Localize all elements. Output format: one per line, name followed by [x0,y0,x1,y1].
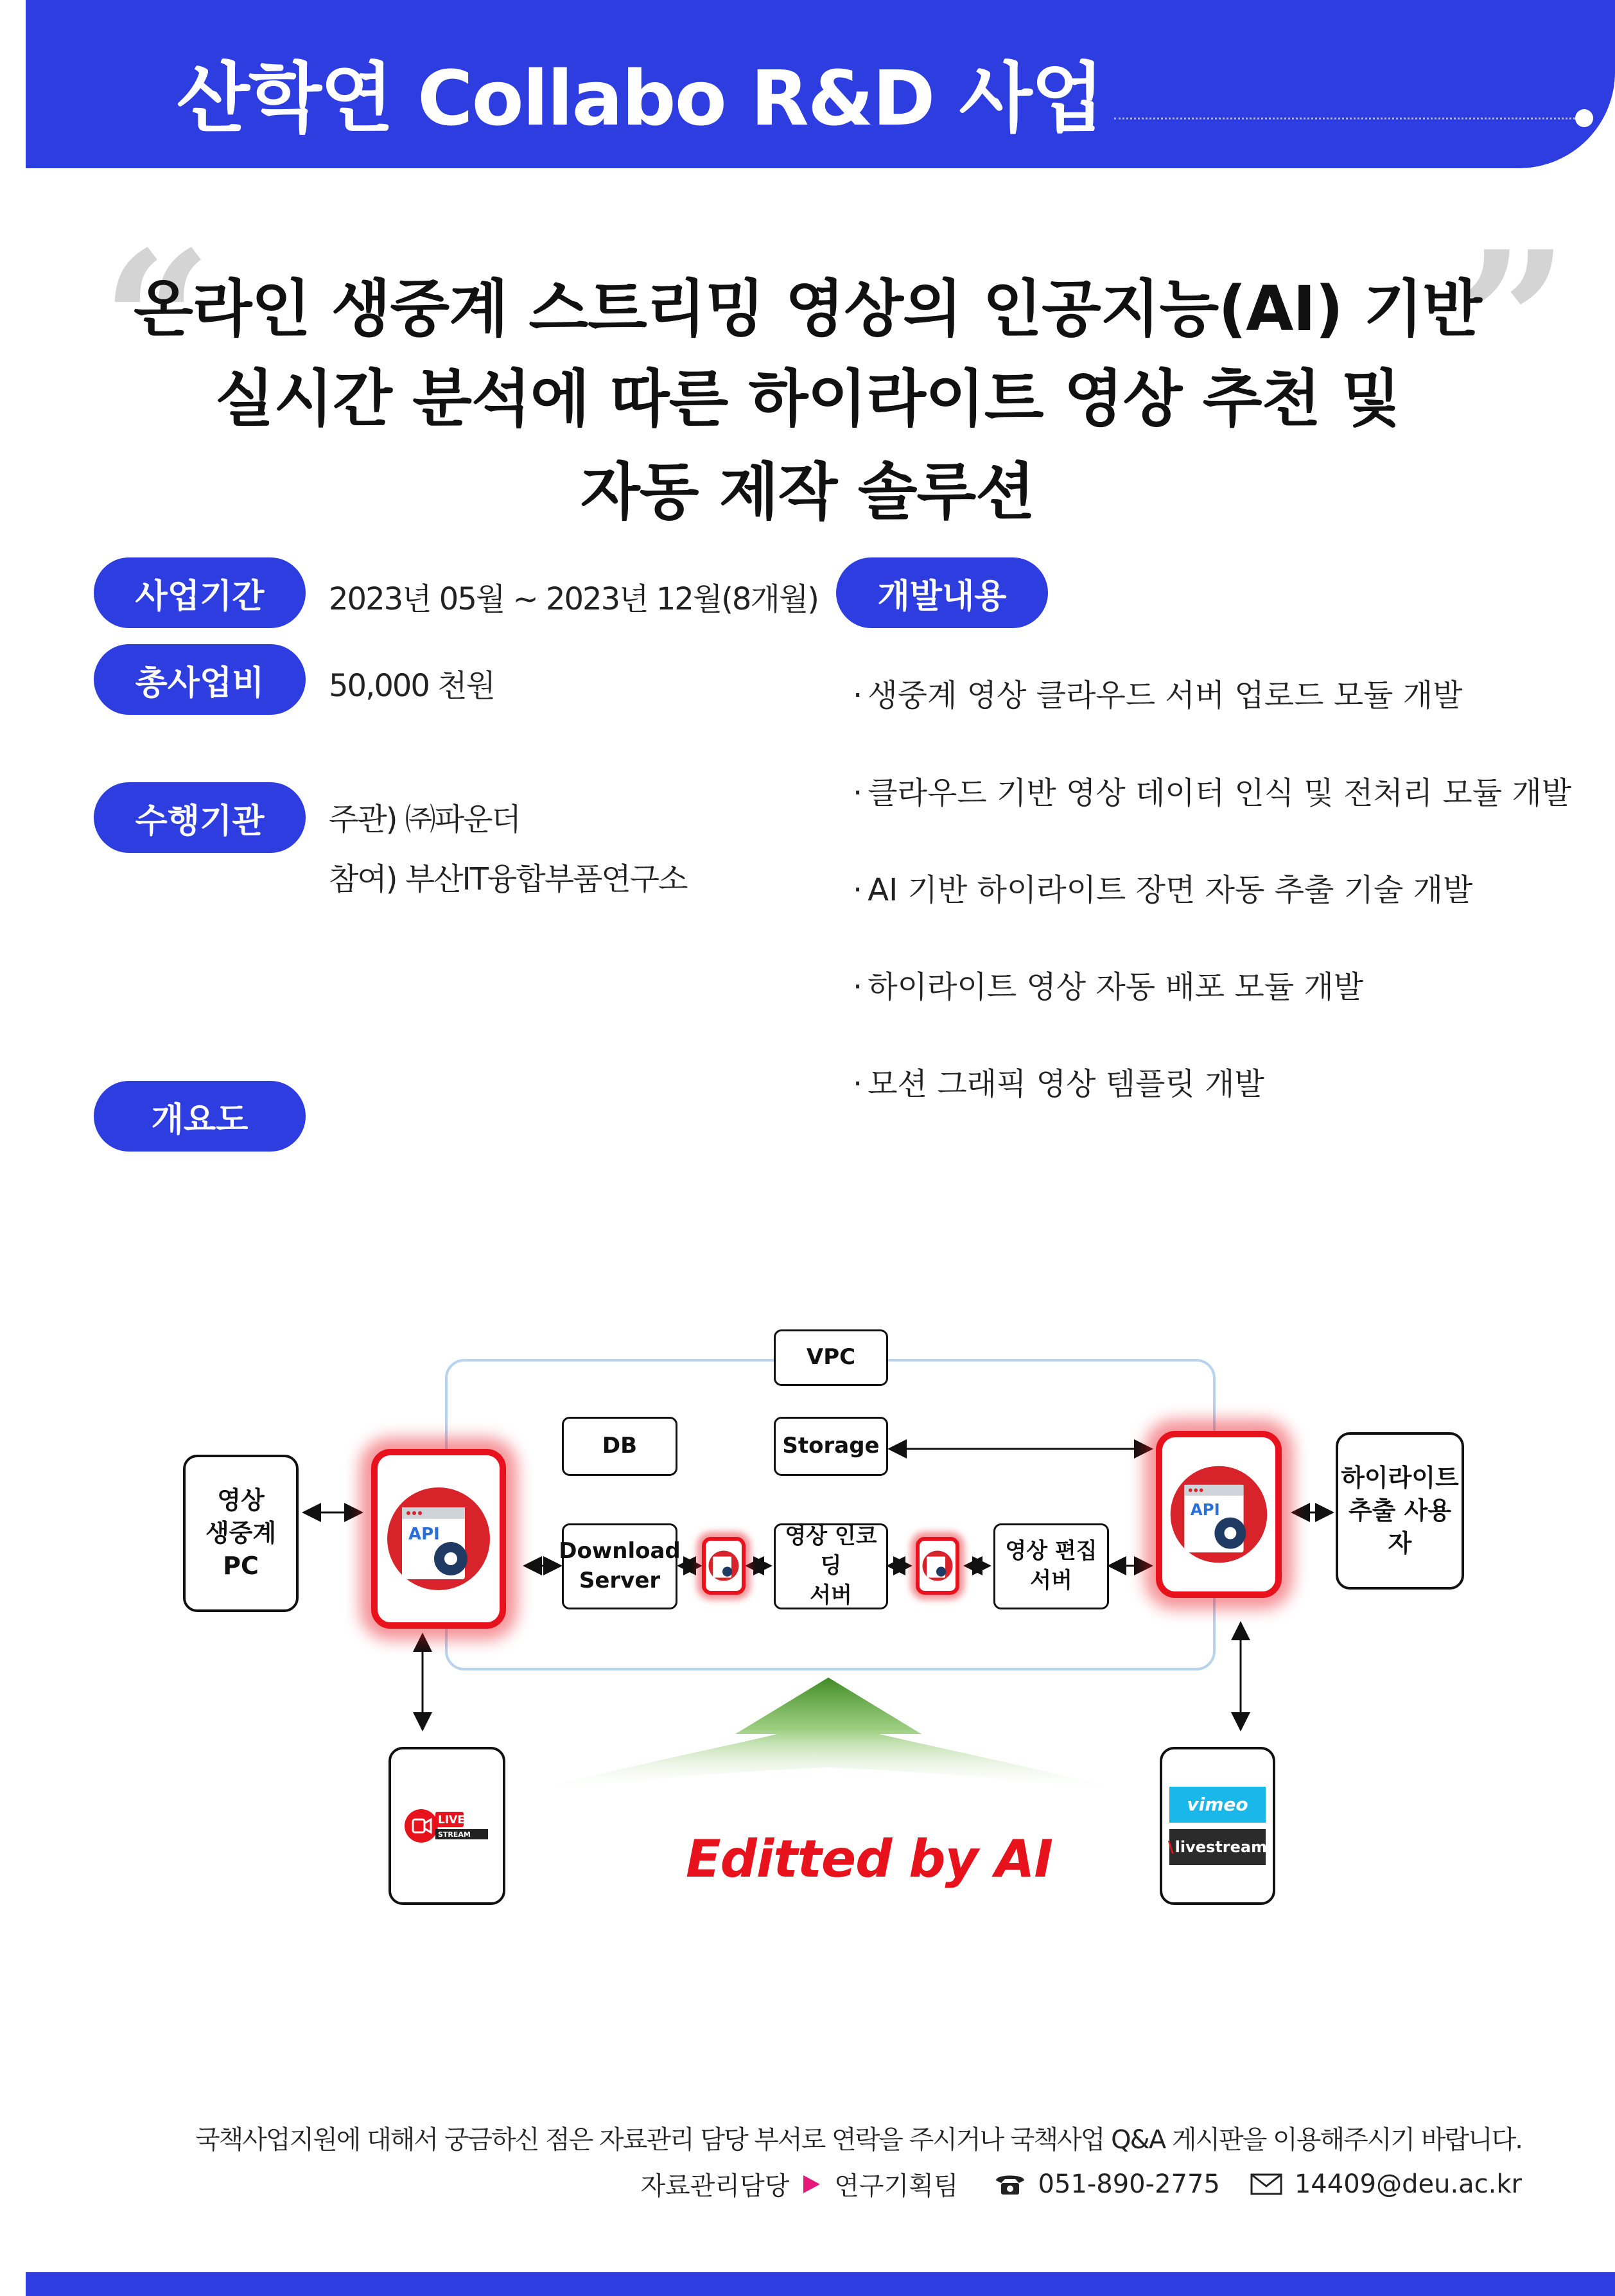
development-item: · 생중계 영상 클라우드 서버 업로드 모듈 개발 [853,678,1463,714]
vpc-label: VPC [774,1329,888,1386]
department: 연구기획팀 [834,2171,959,2201]
api-icon [384,1478,493,1600]
api-icon [1167,1457,1270,1572]
svg-text:API: API [1190,1500,1220,1519]
api-icon [921,1548,954,1584]
api-connector-small [916,1537,959,1595]
organization-pill: 수행기관 [94,782,306,853]
storage-node: Storage [774,1417,888,1476]
encoding-server-node: 영상 인코딩 서버 [774,1523,888,1609]
organization-partner: 참여) 부산IT융합부품연구소 [329,861,687,897]
period-pill: 사업기간 [94,557,306,628]
ai-green-arrow [527,1678,1130,1792]
main-title-line-2: 실시간 분석에 따른 하이라이트 영상 추천 및 [214,363,1401,435]
open-quote-icon: “ [101,209,213,435]
api-gateway-right [1156,1431,1282,1598]
main-title-line-3: 자동 제작 솔루션 [581,456,1034,528]
svg-text:LIVE: LIVE [438,1814,465,1827]
development-item: · 모션 그래픽 영상 템플릿 개발 [853,1066,1264,1102]
close-quote-icon: ” [1458,209,1569,435]
development-item: · AI 기반 하이라이트 장면 자동 추출 기술 개발 [853,872,1473,908]
editing-server-node: 영상 편집 서버 [993,1523,1109,1609]
period-value: 2023년 05월 ~ 2023년 12월(8개월) [329,581,818,617]
main-title-line-1: 온라인 생중계 스트리밍 영상의 인공지능(AI) 기반 [134,273,1481,345]
development-item: · 하이라이트 영상 자동 배포 모듈 개발 [853,969,1364,1005]
organization-lead: 주관) ㈜파운더 [329,802,520,837]
contact-row [640,2166,1522,2202]
ai-caption: Editted by AI [686,1829,1053,1889]
live-stream-icon [402,1800,492,1852]
play-arrow-icon [801,2173,823,2195]
vimeo-logo: vimeo [1169,1787,1266,1823]
footer-note: 국책사업지원에 대해서 궁금하신 점은 자료관리 담당 부서로 연락을 주시거나 국책사업 Q&A 게시판을 이용해주시기 바랍니다. [195,2125,1522,2155]
download-server-node: Download Server [562,1523,677,1609]
svg-text:STREAM: STREAM [438,1830,471,1839]
mail-icon [1250,2172,1283,2196]
phone-icon [993,2171,1027,2197]
header-title: 산학연 Collabo R&D 사업 [177,54,1103,143]
development-pill: 개발내용 [836,557,1048,628]
overview-pill: 개요도 [94,1081,306,1152]
livestream-logo: \ livestream [1169,1829,1266,1865]
budget-value: 50,000 천원 [329,668,494,704]
source-pc-node: 영상 생중계 PC [183,1455,299,1612]
svg-text:API: API [408,1525,440,1544]
distribution-platform-node [1160,1747,1275,1905]
email-address[interactable]: 14409@deu.ac.kr [1294,2169,1522,2199]
db-node: DB [562,1417,677,1476]
api-gateway-left [371,1449,506,1629]
budget-pill: 총사업비 [94,644,306,715]
live-stream-node [388,1747,505,1905]
development-item: · 클라우드 기반 영상 데이터 인식 및 전처리 모듈 개발 [853,775,1572,811]
contact-label: 자료관리담당 [640,2171,790,2201]
phone-number[interactable]: 051-890-2775 [1038,2169,1220,2199]
api-icon [708,1548,740,1584]
api-connector-small [702,1537,746,1595]
bottom-bar [26,2272,1615,2296]
highlight-user-node: 하이라이트 추출 사용자 [1336,1432,1464,1590]
